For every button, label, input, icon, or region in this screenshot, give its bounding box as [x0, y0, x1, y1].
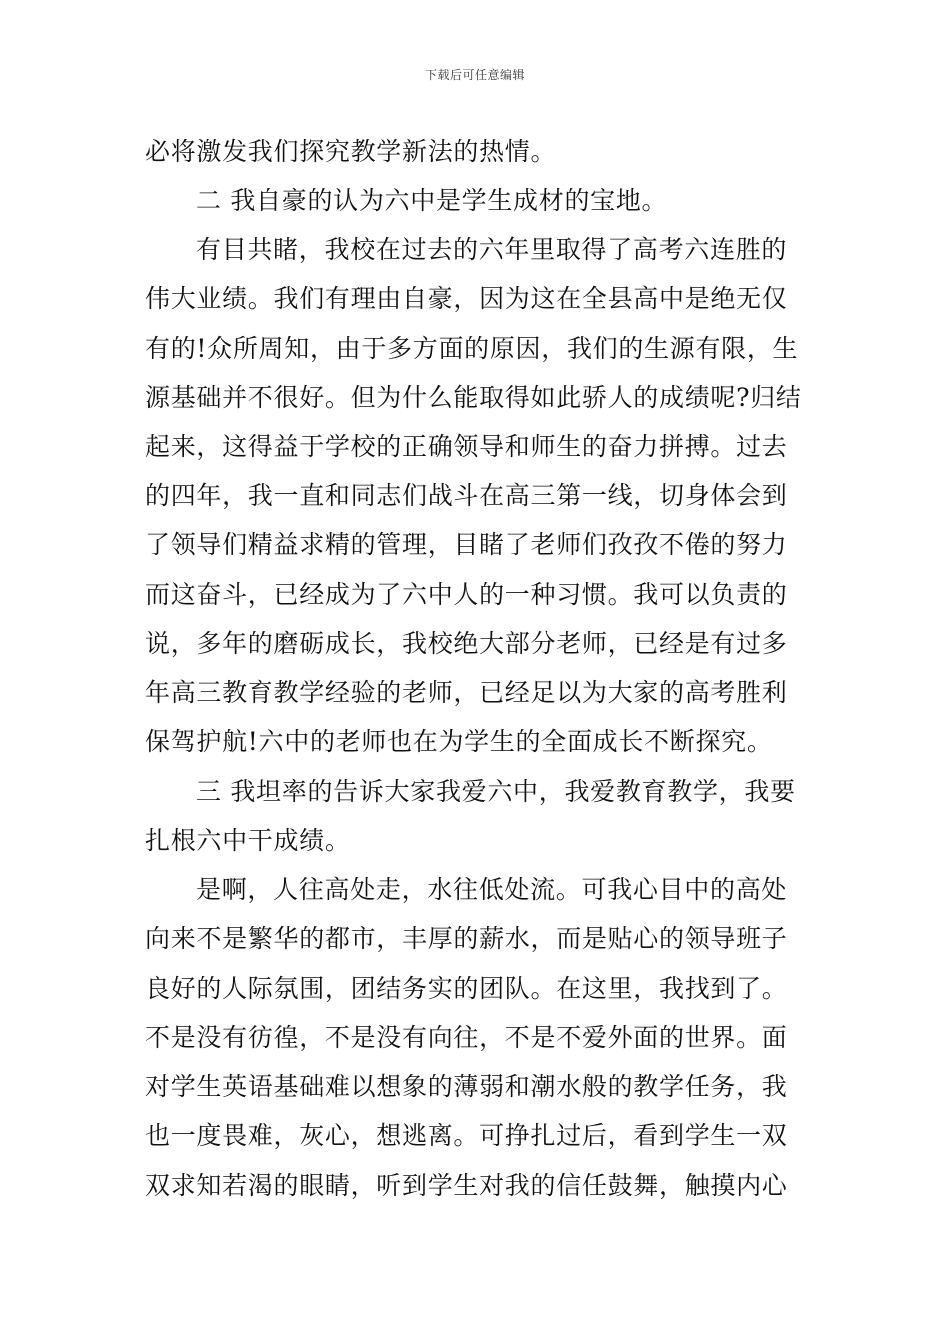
text-line: 保驾护航!六中的老师也在为学生的全面成长不断探究。	[145, 727, 773, 756]
text-line: 起来，这得益于学校的正确领导和师生的奋力拼搏。过去	[145, 432, 788, 461]
text-line: 对学生英语基础难以想象的薄弱和潮水般的教学任务，我	[145, 1072, 788, 1101]
text-line: 而这奋斗，已经成为了六中人的一种习惯。我可以负责的	[145, 580, 788, 609]
text-line: 双求知若渴的眼睛，听到学生对我的信任鼓舞，触摸内心	[145, 1171, 788, 1200]
page-header: 下载后可任意编辑	[424, 68, 525, 82]
text-line: 不是没有彷徨，不是没有向往，不是不爱外面的世界。面	[145, 1023, 788, 1052]
text-line: 向来不是繁华的都市，丰厚的薪水，而是贴心的领导班子	[145, 924, 788, 953]
text-line: 了领导们精益求精的管理，目睹了老师们孜孜不倦的努力	[145, 530, 788, 559]
text-line: 说，多年的磨砺成长，我校绝大部分老师，已经是有过多	[145, 629, 788, 658]
paragraph-start: 有目共睹，我校在过去的六年里取得了高考六连胜的	[196, 235, 788, 264]
section-heading: 三 我坦率的告诉大家我爱六中，我爱教育教学，我要	[196, 777, 796, 806]
text-line: 必将激发我们探究教学新法的热情。	[145, 137, 557, 166]
text-line: 也一度畏难，灰心，想逃离。可挣扎过后，看到学生一双	[145, 1121, 788, 1150]
section-heading: 二 我自豪的认为六中是学生成材的宝地。	[196, 186, 668, 215]
paragraph-start: 是啊，人往高处走，水往低处流。可我心目中的高处	[196, 875, 788, 904]
text-line: 源基础并不很好。但为什么能取得如此骄人的成绩呢?归结	[145, 383, 802, 412]
text-line: 有的!众所周知，由于多方面的原因，我们的生源有限，生	[145, 334, 799, 363]
text-line: 伟大业绩。我们有理由自豪，因为这在全县高中是绝无仅	[145, 284, 788, 313]
text-line: 扎根六中干成绩。	[145, 826, 351, 855]
text-line: 的四年，我一直和同志们战斗在高三第一线，切身体会到	[145, 481, 788, 510]
text-line: 年高三教育教学经验的老师，已经足以为大家的高考胜利	[145, 678, 788, 707]
text-line: 良好的人际氛围，团结务实的团队。在这里，我找到了。	[145, 974, 788, 1003]
